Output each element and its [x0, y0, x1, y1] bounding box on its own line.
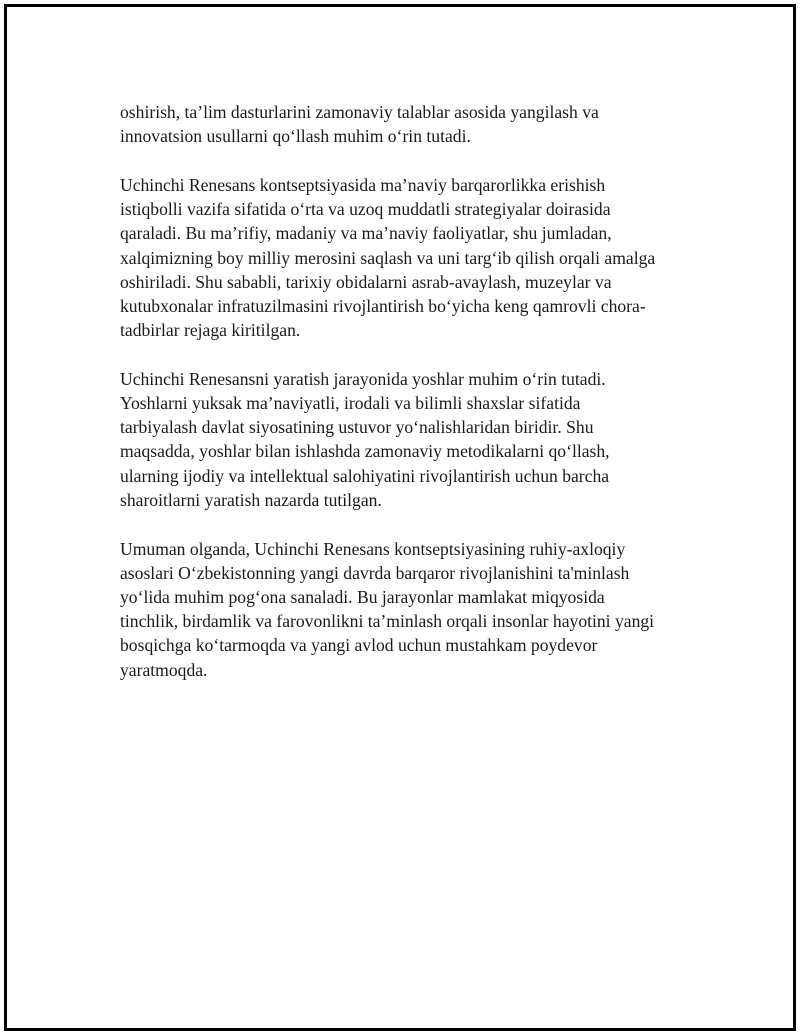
document-body [120, 100, 700, 706]
paragraph-3: Uchinchi Renesansni yaratish jarayonida yoshlar muhim o‘rin tutadi. Yoshlarni yuksak ma’naviyatli, irodali va bilimli shaxslar sifatida tarbiyalash davlat siyosatining ustuvor yo‘nalishlaridan biridir. Shu maqsadda, yoshlar bilan ishlashda zamonaviy metodikalarni qo‘llash, ularning ijodiy va intellektual salohiyatini rivojlantirish uchun barcha sharoitlarni yaratish nazarda tutilgan. [120, 368, 610, 510]
paragraph-1: oshirish, ta’lim dasturlarini zamonaviy talablar asosida yangilash va innovatsion usullarni qo‘llash muhim o‘rin tutadi. [120, 102, 599, 147]
paragraph-4: Umuman olganda, Uchinchi Renesans kontseptsiyasining ruhiy-axloqiy asoslari O‘zbekistonning yangi davrda barqaror rivojlanishini ta'minlash yo‘lida muhim pog‘ona sanaladi. Bu jarayonlar mamlakat miqyosida tinchlik, birdamlik va farovonlikni ta’minlash orqali insonlar hayotini yangi bosqichga ko‘tarmoqda va yangi avlod uchun mustahkam poydevor yaratmoqda. [120, 538, 655, 680]
page-frame [4, 4, 796, 1031]
paragraph-2: Uchinchi Renesans kontseptsiyasida ma’naviy barqarorlikka erishish istiqbolli vazifa sifatida o‘rta va uzoq muddatli strategiyalar doirasida qaraladi. Bu ma’rifiy, madaniy va ma’naviy faoliyatlar, shu jumladan, xalqimizning boy milliy merosini saqlash va uni targ‘ib qilish orqali amalga oshiriladi. Shu sababli, tarixiy obidalarni asrab-avaylash, muzeylar va kutubxonalar infratuzilmasini rivojlantirish bo‘yicha keng qamrovli chora- tadbirlar rejaga kiritilgan. [120, 174, 656, 341]
